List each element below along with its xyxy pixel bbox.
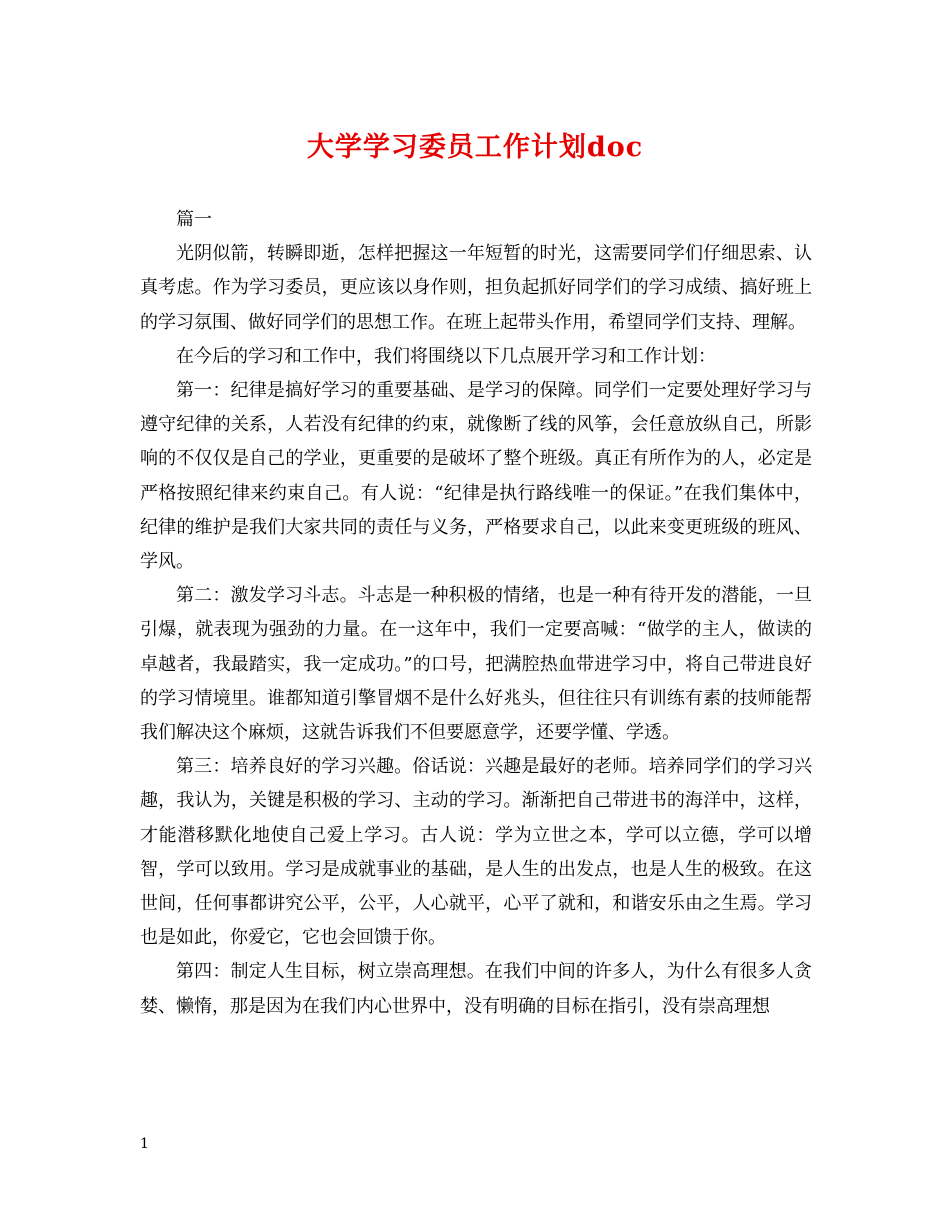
paragraph-plan-lead: 在今后的学习和工作中，我们将围绕以下几点展开学习和工作计划： bbox=[176, 345, 716, 367]
paragraph-point-3: 第三：培养良好的学习兴趣。俗话说：兴趣是最好的老师。培养同学们的学习兴趣，我认为，关键是积极的学习、主动的学习。渐渐把自己带进书的海洋中，这样，才能潜移默化地使自己爱上学习。古人说：学为立世之本，学可以立德，学可以增智，学可以致用。学习是成就事业的基础，是人生的出发点，也是人生的极致。在这世间，任何事都讲究公平，公平，人心就平，心平了就和，和谐安乐由之生焉。学习也是如此，你爱它，它也会回馈于你。 bbox=[140, 756, 812, 949]
paragraph-intro: 光阴似箭，转瞬即逝，怎样把握这一年短暂的时光，这需要同学们仔细思索、认真考虑。作为学习委员，更应该以身作则，担负起抓好同学们的学习成绩、搞好班上的学习氛围、做好同学们的思想工作。在班上起带头作用，希望同学们支持、理解。 bbox=[140, 243, 812, 333]
paragraph-point-4: 第四：制定人生目标，树立崇高理想。在我们中间的许多人，为什么有很多人贪婪、懒惰，那是因为在我们内心世界中，没有明确的目标在指引，没有崇高理想 bbox=[140, 961, 812, 1017]
paragraph-point-1: 第一：纪律是搞好学习的重要基础、是学习的保障。同学们一定要处理好学习与遵守纪律的关系，人若没有纪律的约束，就像断了线的风筝，会任意放纵自己，所影响的不仅仅是自己的学业，更重要的是破坏了整个班级。真正有所作为的人，必定是严格按照纪律来约束自己。有人说：“纪律是执行路线唯一的保证。”在我们集体中，纪律的维护是我们大家共同的责任与义务，严格要求自己，以此来变更班级的班风、学风。 bbox=[140, 380, 812, 573]
document-title: 大学学习委员工作计划doc bbox=[306, 132, 644, 163]
document-body bbox=[140, 203, 812, 1024]
paragraph-section-heading: 篇一 bbox=[176, 209, 212, 230]
paragraph-point-2: 第二：激发学习斗志。斗志是一种积极的情绪，也是一种有待开发的潜能，一旦引爆，就表现为强劲的力量。在一这年中，我们一定要高喊：“做学的主人，做读的卓越者，我最踏实，我一定成功。”的口号，把满腔热血带进学习中，将自己带进良好的学习情境里。谁都知道引擎冒烟不是什么好兆头，但往往只有训练有素的技师能帮我们解决这个麻烦，这就告诉我们不但要愿意学，还要学懂、学透。 bbox=[140, 585, 812, 744]
page-number: 1 bbox=[140, 1136, 149, 1152]
